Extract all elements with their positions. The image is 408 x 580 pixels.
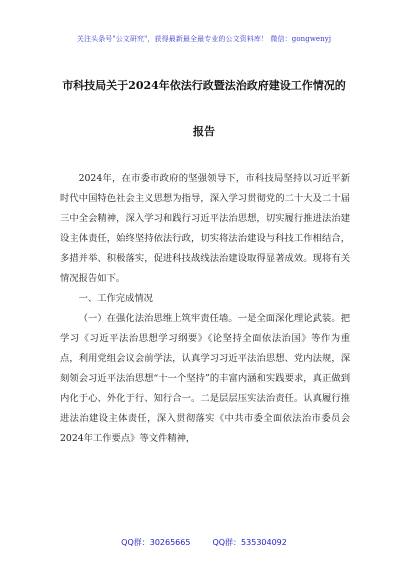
document-body bbox=[60, 169, 350, 449]
header-notice: 关注头条号"公文研究"，获得最新最全最专业的公文资料库！ 微信：gongwenyj bbox=[76, 35, 332, 43]
footer bbox=[0, 537, 408, 548]
footer-qq-group-2: QQ群：535304092 bbox=[212, 538, 287, 547]
document-title-line2: 报告 bbox=[193, 125, 215, 138]
paragraph-section-1: （一）在强化法治思维上筑牢责任墙。一是全面深化理论武装。把学习《习近平法治思想学习纲要》《论坚持全面依法治国》等作为重点，利用党组会议会前学法，认真学习习近平法治思想、党内法规，深刻领会习近平法治思想“十一个坚持”的丰富内涵和实践要求，真正做到内化于心、外化于行、知行合一。二是层层压实法治责任。认真履行推进法治建设主体责任，深入贯彻落实《中共市委全面依法治市委员会2024年工作要点》等文件精神， bbox=[60, 313, 350, 444]
document-title-line1: 市科技局关于2024年依法行政暨法治政府建设工作情况的 bbox=[62, 79, 346, 92]
footer-qq-group-1: QQ群：30265665 bbox=[121, 538, 191, 547]
paragraph-intro: 2024年，在市委市政府的坚强领导下，市科技局坚持以习近平新时代中国特色社会主义思想为指导，深入学习贯彻党的二十大及二十届三中全会精神，深入学习和践行习近平法治思想，切实履行推进法治建设主体责任，始终坚持依法行政，切实将法治建设与科技工作相结合，多措并举、积极落实，促进科技战线法治建设取得显著成效。现将有关情况报告如下。 bbox=[60, 173, 350, 284]
section-heading: 一、工作完成情况 bbox=[78, 293, 153, 304]
